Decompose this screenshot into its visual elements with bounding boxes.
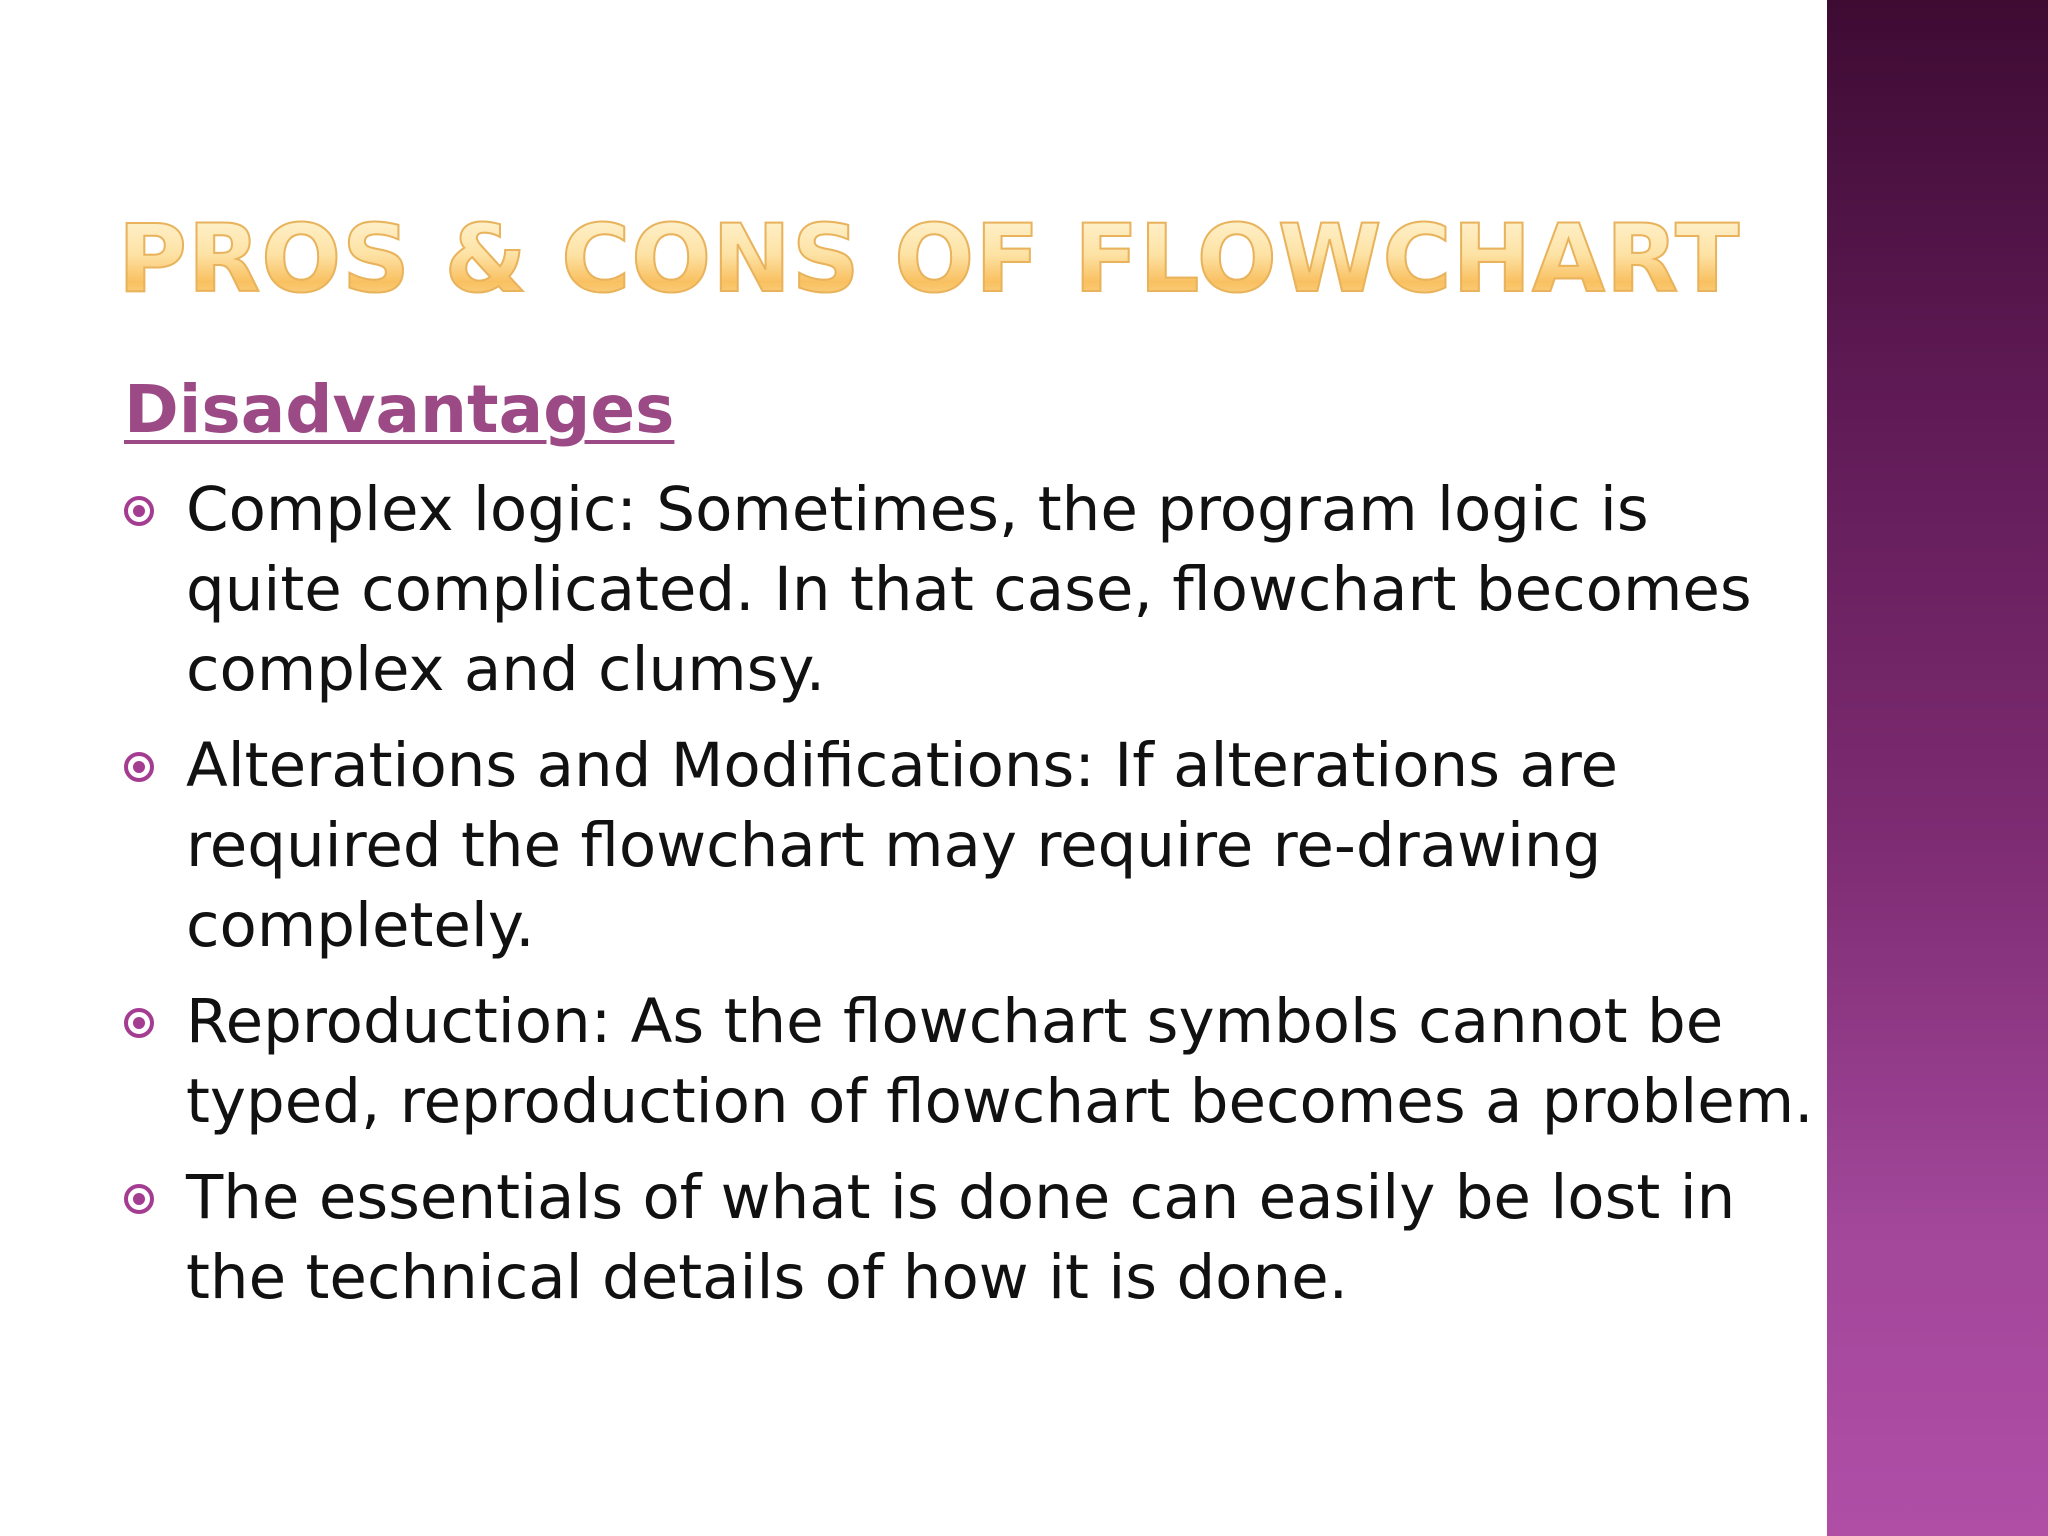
circled-dot-icon xyxy=(124,752,154,782)
slide-title: PROS & CONS OF FLOWCHART xyxy=(118,205,1758,315)
decorative-side-bar xyxy=(1827,0,2048,1536)
bullet-text: Reproduction: As the flowchart symbols cannot be typed, reproduction of flowchart becomes a problem. xyxy=(186,986,1814,1137)
circled-dot-icon xyxy=(124,496,154,526)
bullet-text: Alterations and Modifications: If alterations are required the flowchart may require re-drawing completely. xyxy=(186,730,1619,961)
section-heading: Disadvantages xyxy=(124,371,675,448)
bullet-item xyxy=(124,1158,1814,1318)
bullet-list xyxy=(124,470,1814,1334)
bullet-item xyxy=(124,726,1814,966)
circled-dot-icon xyxy=(124,1184,154,1214)
circled-dot-icon xyxy=(124,1008,154,1038)
bullet-text: The essentials of what is done can easily be lost in the technical details of how it is done. xyxy=(186,1162,1736,1313)
bullet-item xyxy=(124,470,1814,710)
bullet-item xyxy=(124,982,1814,1142)
bullet-text: Complex logic: Sometimes, the program logic is quite complicated. In that case, flowchart becomes complex and clumsy. xyxy=(186,474,1752,705)
